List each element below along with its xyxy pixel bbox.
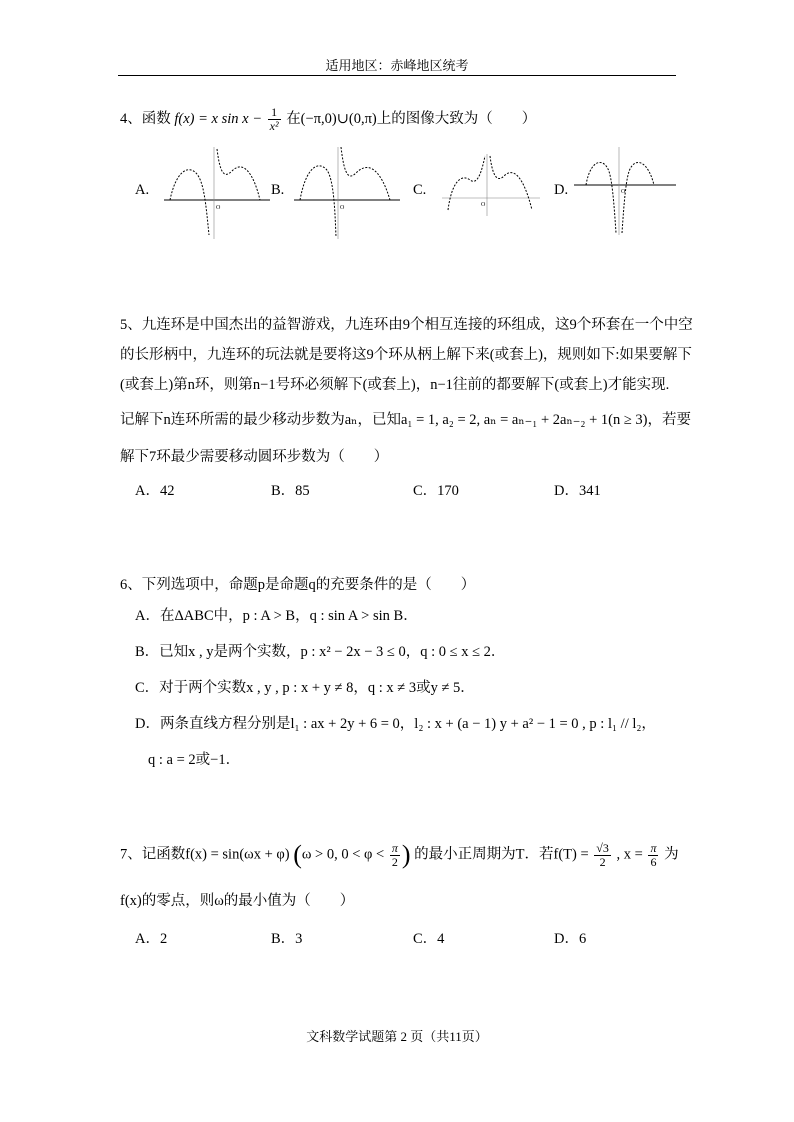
q7-frac-sqrt3-over-2 [594, 842, 611, 869]
q4-option-d-label: D. [554, 182, 569, 198]
q7-frac-num: π [391, 840, 398, 855]
q6-option-c: C．对于两个实数x , y , p : x + y ≠ 8，q : x ≠ 3或y ≠ 5． [135, 680, 475, 696]
q4-option-b-label: B. [271, 182, 285, 198]
q4-frac-num: 1 [268, 106, 281, 120]
q4-graph-d [572, 143, 678, 238]
q6-option-a: A．在ΔABC中，p : A > B，q : sin A > sin B． [135, 608, 418, 624]
q7-option-d: D．6 [554, 931, 587, 947]
page-footer: 文科数学试题第 2 页（共11页） [306, 1029, 488, 1044]
q4-domain: 在(−π,0)∪(0,π)上的图像大致为（ ） [286, 110, 537, 127]
q5-line-5: 解下7环最少需要移动圆环步数为（ ） [120, 449, 389, 465]
q5-option-c: C．170 [413, 483, 459, 499]
q5-option-a: A．42 [135, 483, 175, 499]
q7-line-1 [120, 840, 679, 870]
q7-frac-pi-over-2 [390, 842, 400, 869]
q4-lead: 4、函数 [120, 110, 171, 127]
q7-frac-den: 2 [391, 854, 398, 869]
svg-text:O: O [216, 205, 221, 211]
q7-wei: 为 [664, 846, 679, 863]
svg-text:O: O [621, 189, 626, 195]
q7-option-b: B．3 [271, 931, 303, 947]
q4-graph-c [440, 150, 550, 220]
q4-stem [120, 106, 536, 133]
q7-frac2-num: √3 [596, 840, 609, 855]
q4-frac-den: x² [269, 119, 279, 133]
svg-text:O: O [481, 202, 486, 208]
page-header: 适用地区：赤峰地区统考 [325, 58, 469, 73]
q7-frac3-num: π [650, 840, 657, 855]
q4-graph-a [162, 143, 272, 243]
q4-func-lhs: f(x) [174, 110, 195, 127]
q4-option-a-label: A. [135, 182, 150, 198]
header-divider [118, 75, 676, 76]
q4-func-rhs: = x sin x − [198, 110, 262, 127]
q5-option-d: D．341 [554, 483, 601, 499]
q7-condition: ω > 0, 0 < φ < [301, 846, 385, 863]
q5-line-1: 5、九连环是中国杰出的益智游戏，九连环由9个相互连接的环组成，这9个环套在一个中空 [120, 317, 693, 333]
q7-frac3-den: 6 [650, 854, 657, 869]
q4-graph-b [292, 143, 402, 243]
q5-option-b: B．85 [271, 483, 310, 499]
q4-option-c-label: C. [413, 182, 427, 198]
q7-option-a: A．2 [135, 931, 168, 947]
q6-option-b: B．已知x , y是两个实数，p : x² − 2x − 3 ≤ 0，q : 0 ≤ x ≤ 2． [135, 644, 506, 660]
q6-stem: 6、下列选项中，命题p是命题q的充要条件的是（ ） [120, 577, 476, 593]
q7-mid: 的最小正周期为T．若f(T) = [414, 846, 589, 863]
q6-option-d-line-1: D．两条直线方程分别是l₁ : ax + 2y + 6 = 0，l₂ : x + (a − 1) y + a² − 1 = 0 , p : l₁ // l₂， [135, 716, 656, 732]
q7-frac-pi-over-6 [648, 842, 658, 869]
q7-close-paren: ) [401, 840, 411, 869]
q7-frac2-den: 2 [599, 854, 606, 869]
q7-lead: 7、记函数f(x) = sin(ωx + φ) [120, 846, 290, 863]
q5-line-3: (或套上)第n环，则第n−1号环必须解下(或套上)，n−1往前的都要解下(或套上)才能实现. [120, 377, 670, 393]
q5-line-4: 记解下n连环所需的最少移动步数为aₙ，已知a₁ = 1, a₂ = 2, aₙ = aₙ₋₁ + 2aₙ₋₂ + 1(n ≥ 3)，若要 [120, 412, 691, 428]
q7-xeq: , x = [616, 846, 643, 863]
q7-option-c: C．4 [413, 931, 445, 947]
q4-fraction [268, 106, 281, 133]
svg-text:O: O [340, 205, 345, 211]
q7-line-2: f(x)的零点，则ω的最小值为（ ） [120, 893, 355, 909]
q6-option-d-line-2: q : a = 2或−1． [148, 752, 241, 768]
q7-open-paren: ( [293, 840, 302, 869]
q5-line-2: 的长形柄中，九连环的玩法就是要将这9个环从柄上解下来(或套上)，规则如下:如果要解下 [120, 347, 692, 363]
